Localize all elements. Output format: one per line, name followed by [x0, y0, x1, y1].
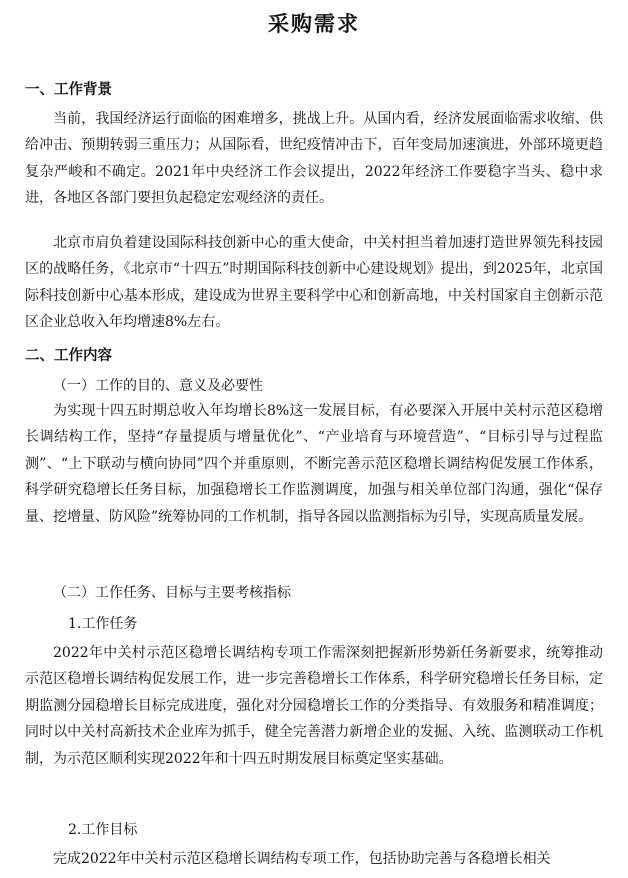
- paragraph-goals: 完成2022年中关村示范区稳增长调结构专项工作，包括协助完善与各稳增长相关: [53, 851, 551, 867]
- paragraph-background-2: 北京市肩负着建设国际科技创新中心的重大使命，中关村担当着加速打造世界领先科技园区的战略任务，《北京市“十四五”时期国际科技创新中心建设规划》提出，到2025年，北京国际科技创新中心基本形成，建设成为世界主要科学中心和创新高地，中关村国家自主创新示范区企业总收入年均增速8%左右。: [25, 235, 603, 331]
- paragraph-tasks: 2022年中关村示范区稳增长调结构专项工作需深刻把握新形势新任务新要求，统筹推动示范区稳增长调结构促发展工作，进一步完善稳增长工作体系，科学研究稳增长任务目标，定期监测分园稳增长目标完成进度，强化对分园稳增长工作的分类指导、有效服务和精准调度；同时以中关村高新技术企业库为抓手，健全完善潜力新增企业的发掘、入统、监测联动工作机制，为示范区顺利实现2022年和十四五时期发展目标奠定坚实基础。: [25, 645, 603, 767]
- subsection-heading-purpose: （一）工作的目的、意义及必要性: [53, 378, 263, 394]
- section-heading-content: 二、工作内容: [25, 348, 112, 364]
- section-heading-background: 一、工作背景: [25, 82, 112, 98]
- item-heading-tasks: 1.工作任务: [68, 616, 138, 632]
- item-heading-goals: 2.工作目标: [68, 822, 138, 838]
- subsection-heading-tasks: （二）工作任务、目标与主要考核指标: [53, 585, 291, 601]
- page-title: 采购需求: [268, 12, 360, 36]
- paragraph-background-1: 当前，我国经济运行面临的困难增多，挑战上升。从国内看，经济发展面临需求收缩、供给冲击、预期转弱三重压力；从国际看，世纪疫情冲击下，百年变局加速演进，外部环境更趋复杂严峻和不确定。2021年中央经济工作会议提出，2022年经济工作要稳字当头、稳中求进，各地区各部门要担负起稳定宏观经济的责任。: [25, 111, 603, 207]
- paragraph-purpose: 为实现十四五时期总收入年均增长8%这一发展目标，有必要深入开展中关村示范区稳增长调结构工作，坚持“存量提质与增量优化”、“产业培育与环境营造”、“目标引导与过程监测”、“上下联动与横向协同”四个并重原则，不断完善示范区稳增长调结构促发展工作体系，科学研究稳增长任务目标，加强稳增长工作监测调度，加强与相关单位部门沟通，强化“保存量、挖增量、防风险”统筹协同的工作机制，指导各园以监测指标为引导，实现高质量发展。: [25, 403, 603, 525]
